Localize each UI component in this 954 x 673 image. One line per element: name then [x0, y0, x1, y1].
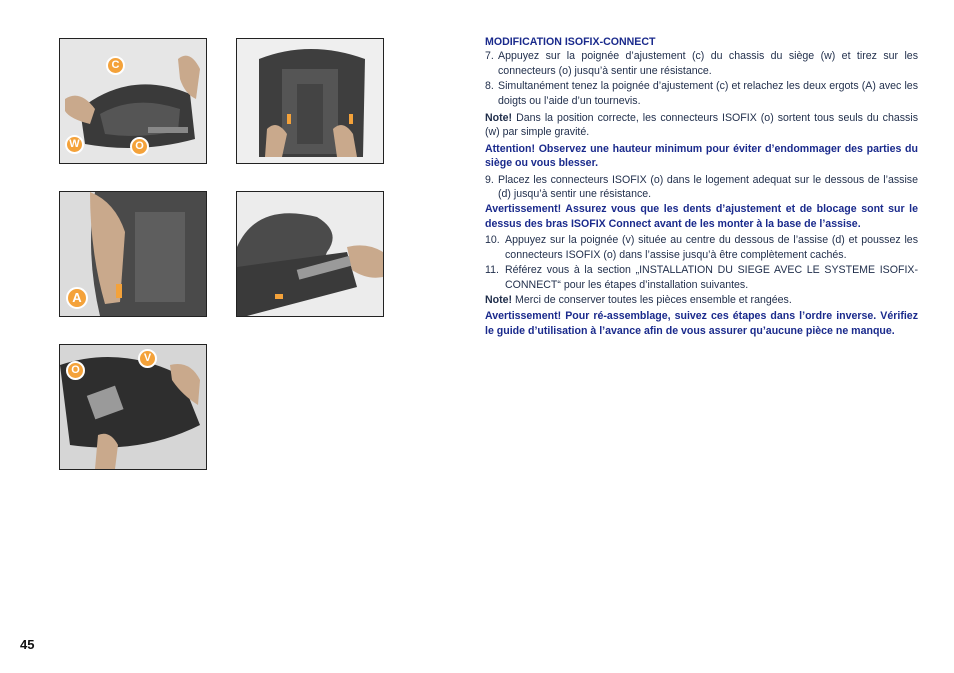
- step-7-number: 7.: [485, 50, 494, 63]
- step-8: [485, 79, 918, 108]
- step-7: [485, 49, 918, 78]
- callout-v: V: [138, 349, 157, 368]
- reassembly-warning: Avertissement! Pour ré-assemblage, suivez ces étapes dans l’ordre inverse. Vérifiez le guide d’utilisation à l’avance afin de vous assurer qu’aucune pièce ne manque.: [485, 310, 918, 337]
- teeth-warning: Avertissement! Assurez vous que les dents d’ajustement et de blocage sont sur le dessus des bras ISOFIX Connect avant de les monter à la base de l’assise.: [485, 203, 918, 230]
- photo-step-7-underside: [236, 38, 384, 164]
- step-9-text: Placez les connecteurs ISOFIX (o) dans le logement adequat sur le dessous de l’assise (d) jusqu’à sentir une résistance.: [498, 173, 918, 201]
- photo-step-9: [236, 191, 384, 317]
- seat-underside-illustration: [237, 39, 383, 163]
- photo-step-10: [59, 344, 207, 470]
- step-8-number: 8.: [485, 80, 494, 93]
- instructions-column: [485, 35, 918, 340]
- page-number: 45: [20, 637, 35, 652]
- step-10: [485, 233, 918, 262]
- note-gravity: [485, 111, 918, 140]
- callout-o: O: [130, 137, 149, 156]
- step-9-number: 9.: [485, 173, 494, 186]
- step-10-number: 10.: [485, 234, 500, 247]
- step-8-text: Simultanément tenez la poignée d’ajustement (c) et relachez les deux ergots (A) avec les doigts ou l’aide d’un tournevis.: [498, 80, 918, 107]
- photo-step-8: [59, 191, 207, 317]
- step-11-text: Référez vous à la section „INSTALLATION DU SIEGE AVEC LE SYSTEME ISOFIX-CONNECT“ pour les étapes d’installation suivantes.: [505, 264, 918, 291]
- note-storage-text: Merci de conserver toutes les pièces ensemble et rangées.: [512, 293, 792, 306]
- section-title: MODIFICATION ISOFIX-CONNECT: [485, 36, 656, 48]
- callout-c: C: [106, 56, 125, 75]
- step-11-number: 11.: [485, 264, 499, 277]
- callout-w: W: [65, 135, 84, 154]
- callout-o-second: O: [66, 361, 85, 380]
- isofix-insert-illustration: [237, 192, 383, 316]
- step-10-text: Appuyez sur la poignée (v) située au centre du dessous de l’assise (d) et poussez les connecteurs ISOFIX (o) dans l’assise jusqu’à être complètement cachés.: [505, 234, 918, 261]
- note-gravity-text: Dans la position correcte, les connecteurs ISOFIX (o) sortent tous seuls du chassis (w) par simple gravité.: [485, 112, 918, 139]
- step-11: [485, 263, 918, 292]
- step-9: [485, 173, 918, 202]
- attention-warning: Attention! Observez une hauteur minimum pour éviter d’endommager des parties du siège ou vous blesser.: [485, 142, 918, 170]
- photo-step-7: [59, 38, 207, 164]
- callout-a: A: [66, 287, 88, 309]
- note-storage: [485, 293, 918, 307]
- step-7-text: Appuyez sur la poignée d’ajustement (c) du chassis du siège (w) et tirez sur les connecteurs (o) jusqu’à sentir une résistance.: [498, 50, 918, 77]
- note-label: Note!: [485, 112, 513, 125]
- note-label-second: Note!: [485, 293, 513, 306]
